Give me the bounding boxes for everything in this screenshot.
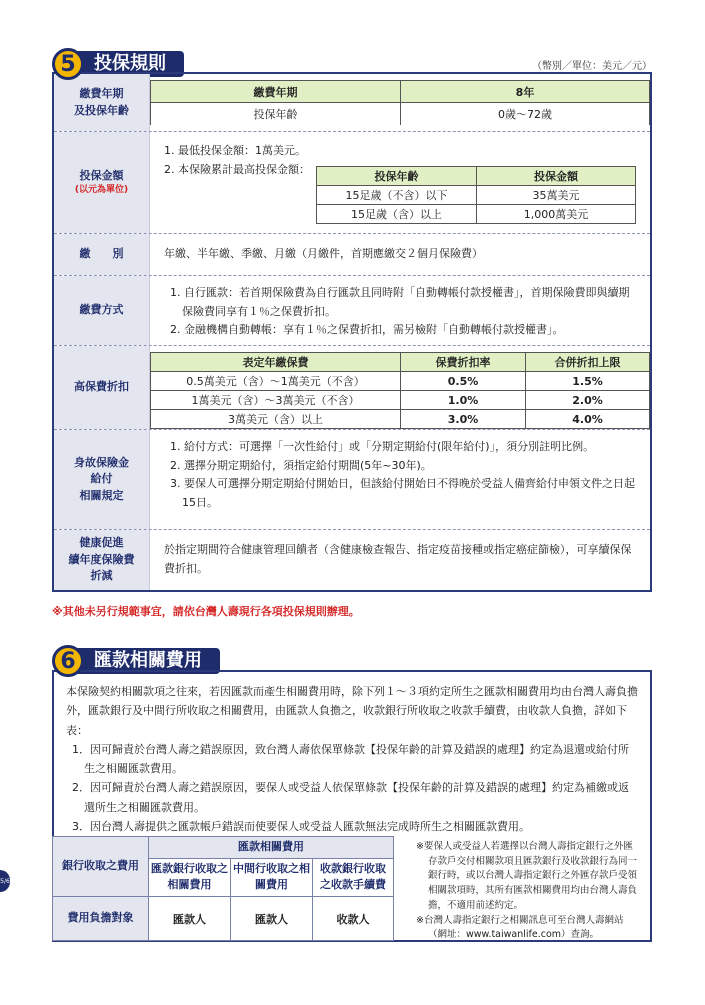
health-text: 於指定期間符合健康管理回饋者（含健康檢查報告、指定疫苗接種或指定癌症篩檢），可享續保保費折扣。 xyxy=(164,543,632,575)
fee-note-2: ※台灣人壽指定銀行之相關訊息可至台灣人壽網站（網址：www.taiwanlife.com）查詢。 xyxy=(416,914,624,941)
remittance-text xyxy=(66,682,638,836)
payment-line-2: 2. 金融機構自動轉帳：享有１％之保費折扣，需另檢附「自動轉帳付款授權書」。 xyxy=(170,323,564,337)
row-label: 繳費方式 xyxy=(54,276,150,345)
discount-row: 3萬美元（含）以上 3.0% 4.0% xyxy=(151,410,650,429)
row-label: 繳費年期 及投保年齡 xyxy=(54,74,150,131)
fee-table xyxy=(52,836,394,941)
row-label: 身故保險金 給付 相關規定 xyxy=(54,430,150,529)
row-label: 健康促進 續年度保險費 折減 xyxy=(54,530,150,590)
death-line-2: 2. 選擇分期定期給付，須指定給付期間(5年~30年)。 xyxy=(170,458,432,472)
death-line-3: 3. 要保人可選擇分期定期給付開始日，但該給付開始日不得晚於受益人備齊給付申領文件之日起15日。 xyxy=(170,477,635,510)
row-mode xyxy=(54,234,650,276)
unit-note: （幣別／單位：美元／元） xyxy=(532,61,652,72)
fee-col-3: 收款銀行收取之收款手續費 xyxy=(313,858,394,897)
amount-table: 投保年齡 投保金額 15足歲（不含）以下 35萬美元 15足歲（含）以上 1,000萬美元 xyxy=(316,166,636,224)
row-amount xyxy=(54,132,650,234)
row-health xyxy=(54,530,650,590)
fee-payer-1: 匯款人 xyxy=(149,897,231,941)
remittance-box xyxy=(52,670,652,942)
section-number: 6 xyxy=(52,645,84,677)
mode-text: 年繳、半年繳、季繳、月繳（月繳件，首期應繳交２個月保險費） xyxy=(164,247,483,261)
fee-note-1: ※要保人或受益人若選擇以台灣人壽指定銀行之外匯存款戶交付相關款項且匯款銀行及收款銀行為同一銀行時，或以台灣人壽指定銀行之外匯存款戶受領相關款項時，其所有匯款相關費用均由台灣人壽負擔，不適用前述約定。 xyxy=(416,841,638,911)
fee-col-2: 中間行收取之相關費用 xyxy=(231,858,313,897)
item-2: 2．因可歸責於台灣人壽之錯誤原因，要保人或受益人依保單條款【投保年齡的計算及錯誤的處理】約定為補繳或返還所生之相關匯款費用。 xyxy=(72,781,629,814)
item-3: 3．因台灣人壽提供之匯款帳戶錯誤而使要保人或受益人匯款無法完成時所生之相關匯款費用。 xyxy=(72,819,530,833)
row-death-benefit xyxy=(54,430,650,530)
page-side-tab: 5/6 xyxy=(0,870,10,892)
fee-payer-2: 匯款人 xyxy=(231,897,313,941)
item-1: 1．因可歸責於台灣人壽之錯誤原因，致台灣人壽依保單條款【投保年齡的計算及錯誤的處理】約定為退還或給付所生之相關匯款費用。 xyxy=(72,742,629,775)
section-number: 5 xyxy=(52,48,84,80)
amount-line-2: 2. 本保險累計最高投保金額： xyxy=(164,162,310,176)
section-title: 投保規則 xyxy=(74,51,184,77)
rules-note: ※其他未另行規範事宜，請依台灣人壽現行各項投保規則辦理。 xyxy=(52,605,360,618)
row-label: 投保金額 (以元為單位) xyxy=(54,132,150,233)
fee-payer-3: 收款人 xyxy=(313,897,394,941)
fee-col-1: 匯款銀行收取之相關費用 xyxy=(149,858,231,897)
row-period xyxy=(54,74,650,132)
discount-table: 表定年繳保費 保費折扣率 合併折扣上限 0.5萬美元（含）～1萬美元（不含） 0.5% 1.5% 1萬美元（含）～3萬美元（不含） 1.0% 2.0% 3萬美元（含）以上 3.0% 4.0% xyxy=(150,352,650,429)
fee-group-header: 匯款相關費用 xyxy=(149,837,394,859)
discount-row: 1萬美元（含）～3萬美元（不含） 1.0% 2.0% xyxy=(151,391,650,410)
rules-table xyxy=(52,72,652,592)
fee-notes xyxy=(410,840,642,943)
death-content xyxy=(164,438,638,529)
period-table: 繳費年期 8年 投保年齡 0歲～72歲 xyxy=(150,80,650,125)
amount-line-1: 1. 最低投保金額：1萬美元。 xyxy=(164,144,306,157)
fee-row-label: 銀行收取之費用 xyxy=(53,837,149,897)
discount-row: 0.5萬美元（含）～1萬美元（不含） 0.5% 1.5% xyxy=(151,372,650,391)
intro-paragraph: 本保險契約相關款項之往來，若因匯款而產生相關費用時，除下列１～３項約定所生之匯款相關費用均由台灣人壽負擔外，匯款銀行及中間行所收取之相關費用，由匯款人負擔之，收款銀行所收取之收款手續費，由收款人負擔，詳如下表： xyxy=(66,685,638,737)
row-label: 繳 別 xyxy=(54,234,150,275)
fee-payer-label: 費用負擔對象 xyxy=(53,897,149,941)
payment-content xyxy=(164,284,638,345)
row-discount xyxy=(54,346,650,430)
death-line-1: 1. 給付方式：可選擇「一次性給付」或「分期定期給付(限年給付)」，須分別註明比例。 xyxy=(170,440,595,453)
row-label: 高保費折扣 xyxy=(54,346,150,429)
row-payment xyxy=(54,276,650,346)
payment-line-1: 1. 自行匯款：若首期保險費為自行匯款且同時附「自動轉帳付款授權書」，首期保險費即與續期保險費同享有１％之保費折扣。 xyxy=(170,286,630,318)
section-title: 匯款相關費用 xyxy=(74,648,220,674)
